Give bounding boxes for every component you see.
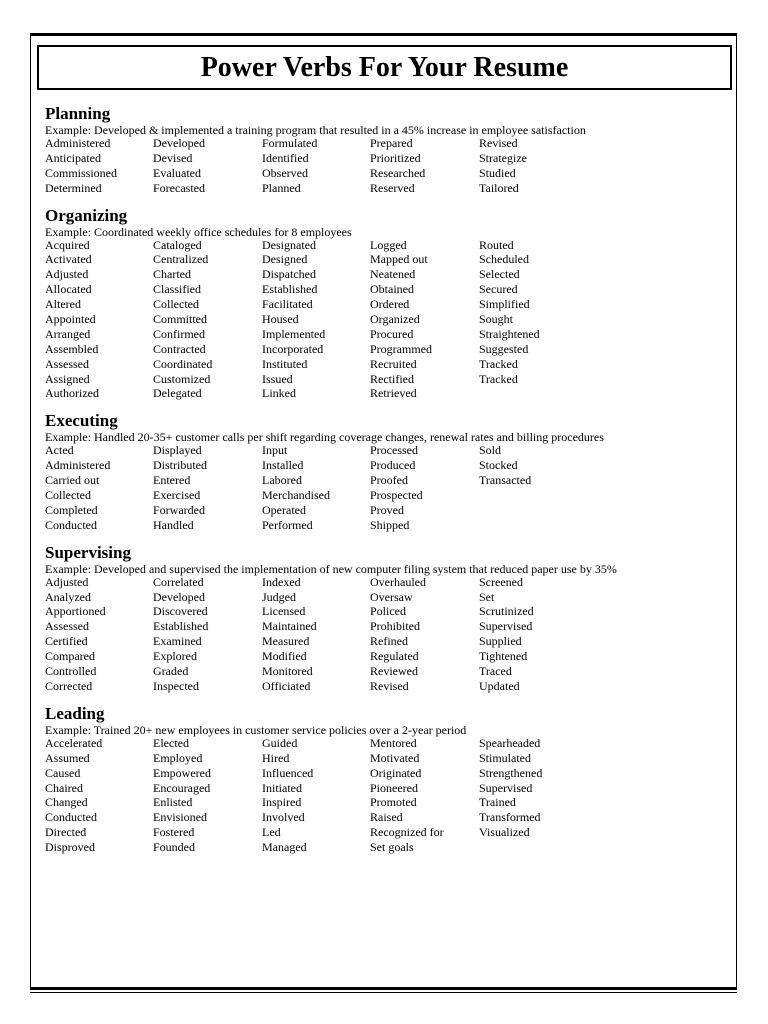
verb-item: Employed [153,750,203,765]
verb-item: Issued [262,371,293,386]
verb-item: Supervised [479,619,533,634]
verb-item: Shipped [370,517,410,532]
verb-item: Prepared [370,136,413,150]
verb-item: Allocated [45,282,92,297]
verb-item: Correlated [153,574,204,589]
verb-item: Designed [262,252,308,267]
verb-item: Assigned [45,371,90,386]
verb-item: Routed [479,237,514,252]
verb-item: Arranged [45,326,91,341]
verb-item: Prohibited [370,619,420,634]
verb-item: Encouraged [153,780,211,795]
verb-item: Organized [370,312,420,327]
verb-item: Evaluated [153,165,201,180]
verb-item: Oversaw [370,589,413,604]
verb-item: Envisioned [153,810,207,825]
verb-item: Judged [262,589,296,604]
verb-item: Programmed [370,341,432,356]
verb-item: Centralized [153,252,209,267]
verb-item: Committed [153,312,207,327]
title-box [37,45,732,90]
verb-item: Analyzed [45,589,91,604]
section-leading [45,704,725,855]
verb-item: Adjusted [45,267,89,282]
verb-item: Confirmed [153,326,205,341]
verb-item: Implemented [262,326,326,341]
verb-item: Ordered [370,297,410,312]
verb-item: Straightened [479,326,540,341]
verb-item: Managed [262,840,307,855]
verb-item: Directed [45,825,87,840]
verb-item: Input [262,443,288,458]
verb-item: Examined [153,634,202,649]
verb-item: Appointed [45,312,96,327]
verb-item: Tailored [479,180,519,195]
section-heading: Organizing [45,205,128,225]
verb-item: Customized [153,371,211,386]
verb-item: Activated [45,252,92,267]
verb-item: Merchandised [262,488,330,503]
verb-item: Influenced [262,765,314,780]
verb-item: Reviewed [370,664,418,679]
verb-item: Spearheaded [479,735,541,750]
verb-item: Determined [45,180,102,195]
verb-item: Visualized [479,825,530,840]
verb-item: Originated [370,765,422,780]
verb-item: Secured [479,282,518,297]
verb-item: Caused [45,765,81,780]
verb-item: Corrected [45,678,93,693]
verb-item: Pioneered [370,780,418,795]
verb-item: Disproved [45,840,95,855]
verb-item: Conducted [45,810,97,825]
verb-item: Administered [45,458,111,473]
verb-grid [45,443,725,532]
verb-item: Incorporated [262,341,324,356]
verb-item: Changed [45,795,88,810]
verb-item: Elected [153,735,189,750]
verb-item: Policed [370,604,406,619]
verb-item: Licensed [262,604,306,619]
verb-item: Promoted [370,795,417,810]
verb-item: Hired [262,750,290,765]
verb-item: Designated [262,237,316,252]
bottom-rule-thin [30,992,737,993]
section-supervising [45,543,725,694]
verb-item: Established [262,282,318,297]
verb-item: Forecasted [153,180,205,195]
verb-item: Assembled [45,341,99,356]
verb-item: Apportioned [45,604,106,619]
verb-item: Handled [153,517,194,532]
verb-item: Inspired [262,795,302,810]
verb-item: Identified [262,150,309,165]
section-example: Example: Developed and supervised the implementation of new computer filing system that reduced paper use by 35% [45,561,617,576]
verb-item: Raised [370,810,403,825]
verb-item: Prospected [370,488,423,503]
verb-item: Developed [153,136,205,150]
verb-item: Stocked [479,458,518,473]
verb-item: Officiated [262,678,311,693]
verb-item: Displayed [153,443,202,458]
verb-item: Guided [262,735,298,750]
verb-item: Proved [370,502,404,517]
verb-item: Coordinated [153,356,213,371]
verb-item: Sold [479,443,502,458]
verb-item: Mapped out [370,252,428,267]
verb-item: Selected [479,267,520,282]
verb-item: Linked [262,386,296,401]
verb-item: Transformed [479,810,541,825]
verb-item: Obtained [370,282,414,297]
verb-item: Involved [262,810,305,825]
verb-item [479,386,599,401]
verb-item: Proofed [370,473,408,488]
verb-item: Revised [479,136,518,150]
verb-item: Enlisted [153,795,193,810]
verb-grid [45,136,725,196]
verb-item: Controlled [45,664,97,679]
verb-item: Sought [479,312,514,327]
verb-item: Regulated [370,649,419,664]
verb-item: Observed [262,165,308,180]
section-executing [45,411,725,532]
verb-item: Indexed [262,574,301,589]
verb-item: Led [262,825,281,840]
verb-item: Collected [153,297,199,312]
verb-item: Retrieved [370,386,417,401]
verb-item: Installed [262,458,304,473]
verb-item: Supplied [479,634,522,649]
verb-item: Modified [262,649,307,664]
verb-item: Founded [153,840,195,855]
verb-item: Stimulated [479,750,531,765]
section-heading: Leading [45,703,105,723]
verb-item: Classified [153,282,201,297]
verb-item: Processed [370,443,418,458]
verb-item: Cataloged [153,237,202,252]
verb-item: Distributed [153,458,207,473]
verb-item: Operated [262,502,306,517]
verb-item: Set goals [370,840,414,855]
verb-item: Completed [45,502,98,517]
verb-item: Neatened [370,267,416,282]
verb-item: Altered [45,297,81,312]
verb-item: Assessed [45,356,89,371]
verb-item: Tracked [479,371,518,386]
verb-item: Explored [153,649,197,664]
verb-item: Scrutinized [479,604,534,619]
verb-item: Authorized [45,386,99,401]
verb-item: Logged [370,237,407,252]
verb-grid [45,736,725,855]
verb-item [479,518,599,533]
section-example: Example: Handled 20-35+ customer calls per shift regarding coverage changes, renewal rates and billing procedures [45,430,604,445]
verb-item: Simplified [479,297,530,312]
verb-item: Tightened [479,649,528,664]
verb-item: Anticipated [45,150,101,165]
verb-item: Assumed [45,750,90,765]
verb-item: Fostered [153,825,195,840]
verb-item: Compared [45,649,95,664]
verb-item [479,503,599,518]
verb-item: Established [153,619,209,634]
verb-item: Produced [370,458,416,473]
verb-item: Acquired [45,237,90,252]
verb-item: Entered [153,473,191,488]
verb-item: Graded [153,664,189,679]
verb-item: Inspected [153,678,199,693]
verb-item: Forwarded [153,502,205,517]
verb-item: Developed [153,589,205,604]
verb-item: Planned [262,180,301,195]
verb-item: Empowered [153,765,211,780]
verb-item: Suggested [479,341,529,356]
verb-item: Traced [479,664,512,679]
verb-item: Contracted [153,341,206,356]
verb-item: Recognized for [370,825,444,840]
verb-item: Adjusted [45,574,89,589]
verb-item: Administered [45,136,111,150]
verb-item: Maintained [262,619,317,634]
verb-item: Assessed [45,619,89,634]
section-heading: Executing [45,411,118,431]
verb-item: Screened [479,574,523,589]
verb-item: Supervised [479,780,533,795]
verb-item: Strengthened [479,765,543,780]
content-area [45,104,725,865]
section-example: Example: Coordinated weekly office schedules for 8 employees [45,224,352,239]
verb-item [479,840,599,855]
verb-item: Set [479,589,495,604]
verb-item: Trained [479,795,516,810]
verb-grid [45,238,725,402]
verb-item: Accelerated [45,735,103,750]
verb-item: Mentored [370,735,417,750]
verb-item: Formulated [262,136,318,150]
section-heading: Supervising [45,542,131,562]
verb-item: Chaired [45,780,83,795]
verb-item: Exercised [153,488,201,503]
verb-item: Strategize [479,150,527,165]
verb-item: Delegated [153,386,202,401]
verb-item: Studied [479,165,516,180]
section-organizing [45,206,725,402]
verb-item: Housed [262,312,299,327]
verb-item: Collected [45,488,91,503]
verb-item: Facilitated [262,297,313,312]
verb-item: Rectified [370,371,414,386]
verb-item: Measured [262,634,310,649]
verb-item: Monitored [262,664,313,679]
verb-item: Acted [45,443,74,458]
page-title: Power Verbs For Your Resume [200,51,569,83]
verb-item: Charted [153,267,191,282]
verb-item: Discovered [153,604,208,619]
verb-grid [45,575,725,694]
verb-item: Transacted [479,473,532,488]
section-heading: Planning [45,104,111,123]
verb-item: Labored [262,473,302,488]
verb-item: Tracked [479,356,518,371]
bottom-rule [30,987,737,990]
verb-item: Procured [370,326,414,341]
verb-item: Certified [45,634,88,649]
verb-item: Researched [370,165,426,180]
verb-item: Performed [262,517,313,532]
verb-item: Revised [370,678,409,693]
verb-item: Carried out [45,473,100,488]
verb-item: Recruited [370,356,417,371]
verb-item [479,488,599,503]
section-example: Example: Trained 20+ new employees in customer service policies over a 2-year period [45,722,467,737]
verb-item: Devised [153,150,193,165]
verb-item: Commissioned [45,165,118,180]
verb-item: Prioritized [370,150,421,165]
verb-item: Instituted [262,356,308,371]
section-example: Example: Developed & implemented a training program that resulted in a 45% increase in employee satisfaction [45,123,586,137]
verb-item: Reserved [370,180,415,195]
section-planning [45,104,725,196]
verb-item: Initiated [262,780,302,795]
verb-item: Conducted [45,517,97,532]
verb-item: Overhauled [370,574,426,589]
verb-item: Dispatched [262,267,316,282]
verb-item: Scheduled [479,252,529,267]
verb-item: Motivated [370,750,420,765]
verb-item: Updated [479,678,520,693]
verb-item: Refined [370,634,408,649]
